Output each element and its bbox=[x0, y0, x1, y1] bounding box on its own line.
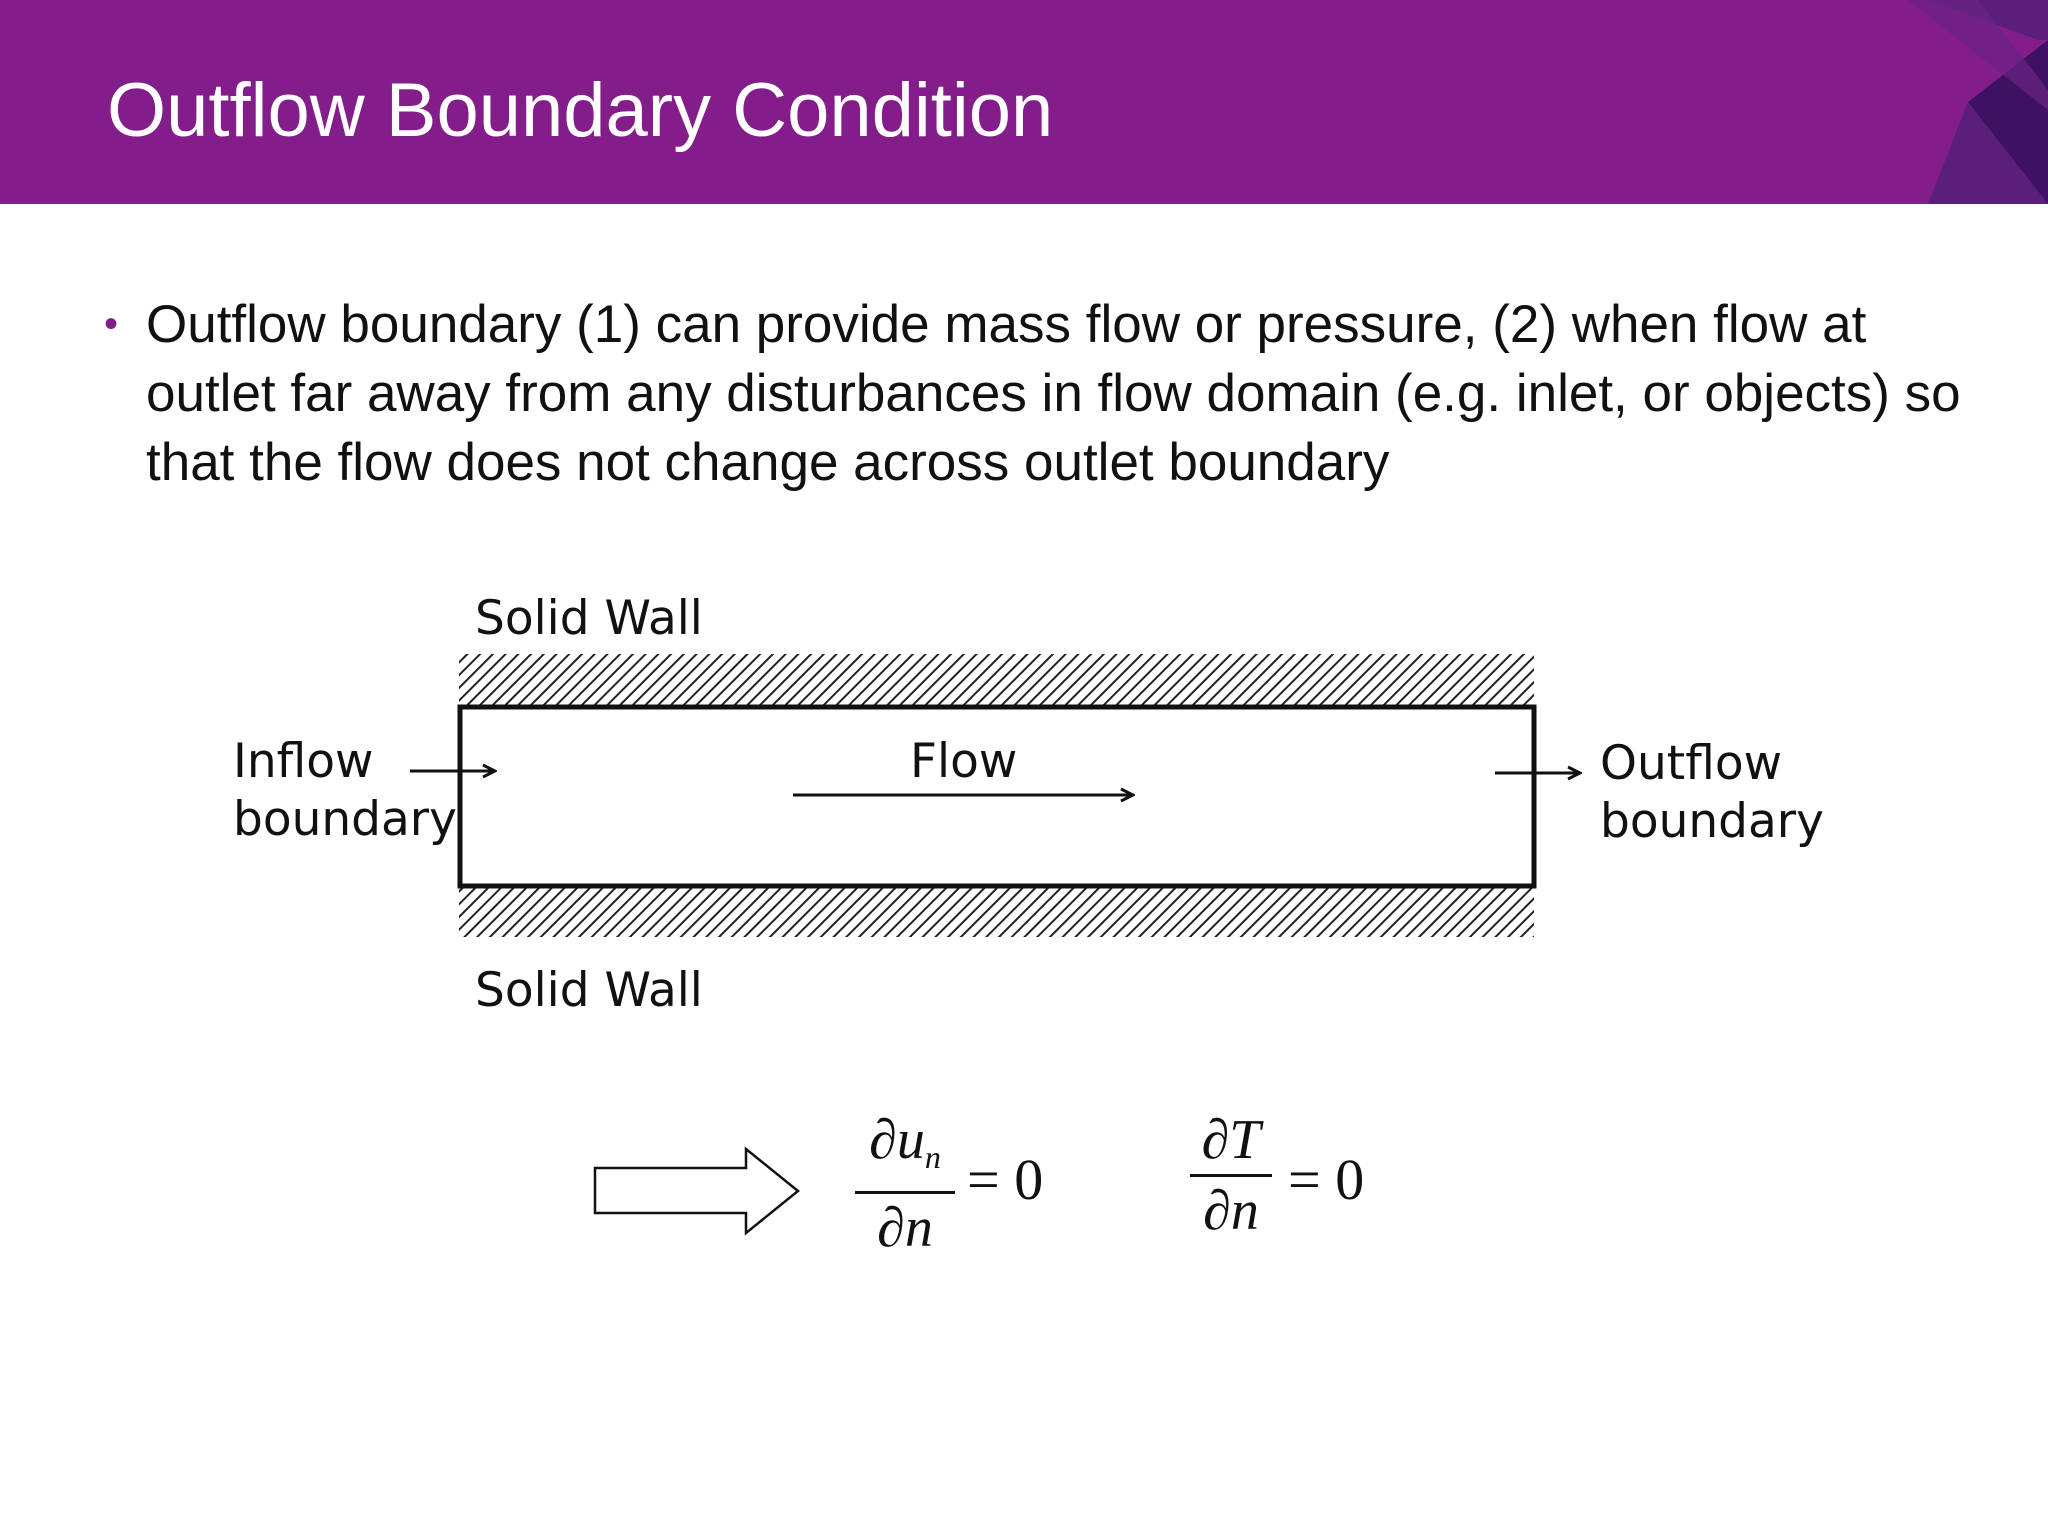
temperature-denominator: ∂n bbox=[1203, 1180, 1259, 1242]
velocity-fraction-bar bbox=[855, 1191, 955, 1194]
velocity-fraction bbox=[855, 1110, 955, 1258]
bottom-wall-hatch bbox=[459, 885, 1534, 937]
velocity-rhs: = 0 bbox=[967, 1147, 1044, 1212]
temperature-fraction-bar bbox=[1190, 1174, 1272, 1177]
slide-title: Outflow Boundary Condition bbox=[107, 68, 1054, 153]
outflow-label-line2: boundary bbox=[1600, 794, 1824, 849]
temperature-equation bbox=[1190, 1110, 1400, 1270]
flow-label: Flow bbox=[910, 734, 1018, 789]
top-wall-label: Solid Wall bbox=[475, 591, 703, 646]
inflow-label-line2: boundary bbox=[233, 792, 457, 847]
bottom-wall-label: Solid Wall bbox=[475, 963, 703, 1018]
top-wall-hatch bbox=[459, 654, 1534, 707]
temperature-rhs: = 0 bbox=[1288, 1147, 1365, 1212]
bullet-dot: • bbox=[104, 302, 119, 346]
outflow-label bbox=[1600, 735, 1824, 851]
velocity-denominator: ∂n bbox=[877, 1197, 933, 1259]
temperature-numerator: ∂T bbox=[1201, 1109, 1261, 1171]
velocity-equation bbox=[855, 1110, 1075, 1270]
inflow-label bbox=[233, 733, 457, 849]
temperature-fraction bbox=[1190, 1110, 1272, 1241]
inflow-label-line1: Inflow bbox=[233, 734, 374, 789]
bullet-text: Outflow boundary (1) can provide mass flow or pressure, (2) when flow at outlet far away from any disturbances in flow domain (e.g. inlet, or objects) so that the flow does not change across outlet boundary bbox=[146, 295, 1961, 492]
velocity-numerator: $\partial u_n$ bbox=[869, 1109, 941, 1175]
implies-arrow bbox=[595, 1149, 798, 1233]
outflow-label-line1: Outflow bbox=[1600, 736, 1783, 791]
